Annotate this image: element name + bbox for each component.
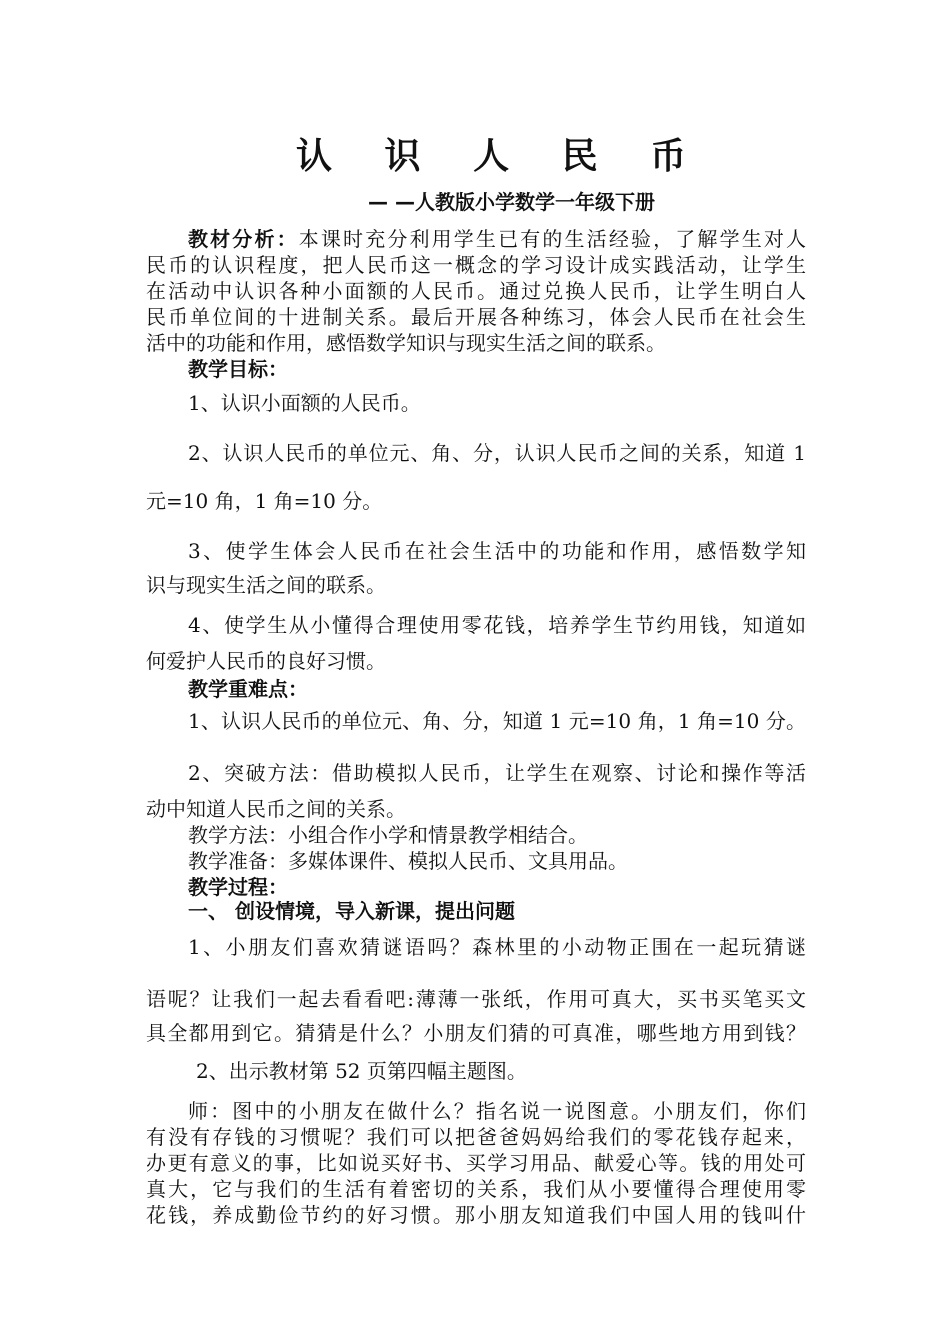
analysis-line-1 bbox=[188, 226, 806, 252]
process-line-3: 具全都用到它。猜猜是什么？小朋友们猜的可真准，哪些地方用到钱？ bbox=[146, 1021, 806, 1045]
process-line-8: 真大，它与我们的生活有着密切的关系，我们从小要懂得合理使用零 bbox=[146, 1177, 806, 1201]
teaching-preparation: 教学准备：多媒体课件、模拟人民币、文具用品。 bbox=[188, 849, 628, 873]
document-title: 认 识 人 民 币 bbox=[296, 136, 707, 177]
process-line-1: 1、小朋友们喜欢猜谜语吗？森林里的小动物正围在一起玩猜谜 bbox=[188, 935, 806, 959]
process-section-1: 一、 创设情境，导入新课，提出问题 bbox=[188, 899, 515, 923]
process-line-6: 有没有存钱的习惯呢？我们可以把爸爸妈妈给我们的零花钱存起来， bbox=[146, 1125, 806, 1149]
analysis-line-4: 民币单位间的十进制关系。最后开展各种练习，体会人民币在社会生 bbox=[146, 305, 806, 329]
process-heading: 教学过程： bbox=[188, 875, 288, 899]
document-subtitle: — —人教版小学数学一年级下册 bbox=[368, 190, 655, 214]
keypoints-heading: 教学重难点： bbox=[188, 677, 308, 701]
analysis-text-1: 本课时充分利用学生已有的生活经验，了解学生对人 bbox=[298, 227, 807, 251]
process-line-9: 花钱，养成勤俭节约的好习惯。那小朋友知道我们中国人用的钱叫什 bbox=[146, 1203, 806, 1227]
analysis-line-5: 活中的功能和作用，感悟数学知识与现实生活之间的联系。 bbox=[146, 331, 666, 355]
goals-heading: 教学目标： bbox=[188, 357, 288, 381]
goal-item-3a: 3、使学生体会人民币在社会生活中的功能和作用，感悟数学知 bbox=[188, 539, 806, 563]
teaching-method: 教学方法：小组合作小学和情景教学相结合。 bbox=[188, 823, 588, 847]
process-line-5: 师：图中的小朋友在做什么？指名说一说图意。小朋友们，你们 bbox=[188, 1099, 806, 1123]
keypoint-item-2a: 2、突破方法：借助模拟人民币，让学生在观察、讨论和操作等活 bbox=[188, 761, 806, 785]
process-line-7: 办更有意义的事，比如说买好书、买学习用品、献爱心等。钱的用处可 bbox=[146, 1151, 806, 1175]
goal-item-1: 1、认识小面额的人民币。 bbox=[188, 391, 421, 415]
analysis-line-2: 民币的认识程度，把人民币这一概念的学习设计成实践活动，让学生 bbox=[146, 253, 806, 277]
goal-item-4a: 4、使学生从小懂得合理使用零花钱，培养学生节约用钱，知道如 bbox=[188, 613, 806, 637]
analysis-line-3: 在活动中认识各种小面额的人民币。通过兑换人民币，让学生明白人 bbox=[146, 279, 806, 303]
keypoint-item-2b: 动中知道人民币之间的关系。 bbox=[146, 797, 406, 821]
goal-item-4b: 何爱护人民币的良好习惯。 bbox=[146, 649, 386, 673]
analysis-label: 教材分析： bbox=[188, 227, 299, 251]
goal-item-2a: 2、认识人民币的单位元、角、分，认识人民币之间的关系，知道 1 bbox=[188, 441, 806, 465]
process-line-4: 2、出示教材第 52 页第四幅主题图。 bbox=[196, 1059, 527, 1083]
goal-item-3b: 识与现实生活之间的联系。 bbox=[146, 573, 386, 597]
keypoint-item-1: 1、认识人民币的单位元、角、分，知道 1 元=10 角，1 角=10 分。 bbox=[188, 709, 806, 733]
goal-item-2b: 元=10 角，1 角=10 分。 bbox=[146, 489, 383, 513]
process-line-2: 语呢？让我们一起去看看吧:薄薄一张纸，作用可真大，买书买笔买文 bbox=[146, 987, 806, 1011]
